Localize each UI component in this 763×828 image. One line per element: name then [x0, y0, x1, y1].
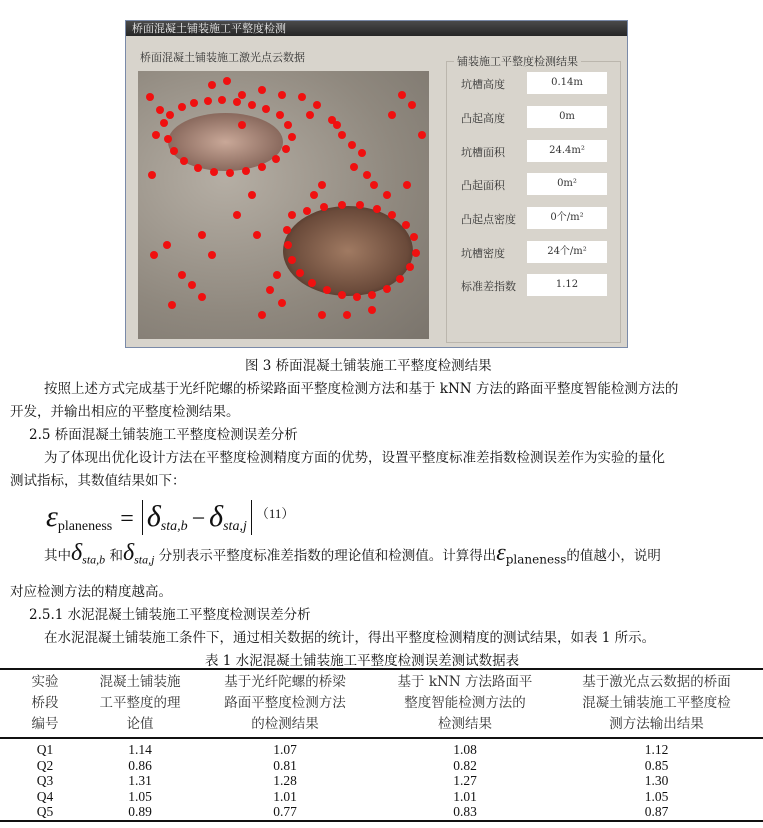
header-line: 检测结果 — [438, 716, 492, 732]
text: 分别表示平整度标准差指数的理论值和检测值。计算得出 — [158, 548, 497, 564]
results-group-title: 铺装施工平整度检测结果 — [454, 53, 581, 69]
result-field — [461, 207, 611, 229]
point-cloud-marker — [198, 231, 206, 239]
header-line: 论值 — [126, 716, 154, 732]
point-cloud-marker — [298, 93, 306, 101]
point-cloud-marker — [273, 271, 281, 279]
point-cloud-marker — [348, 141, 356, 149]
point-cloud-group-title: 桥面混凝土铺装施工激光点云数据 — [140, 51, 305, 64]
table-cell: 0.83 — [453, 804, 477, 819]
point-cloud-marker — [350, 163, 358, 171]
point-cloud-marker — [296, 269, 304, 277]
table-cell: 1.01 — [453, 788, 477, 804]
point-cloud-marker — [156, 106, 164, 114]
point-cloud-marker — [242, 167, 250, 175]
point-cloud-marker — [150, 251, 158, 259]
header-line: 整度智能检测方法的 — [404, 695, 526, 711]
table-cell: 1.07 — [273, 742, 297, 757]
point-cloud-marker — [338, 291, 346, 299]
point-cloud-marker — [338, 201, 346, 209]
point-cloud-marker — [223, 77, 231, 85]
point-cloud-marker — [208, 81, 216, 89]
point-cloud-marker — [170, 147, 178, 155]
column-header — [380, 669, 550, 738]
header-line: 实验 — [31, 674, 59, 690]
point-cloud-marker — [166, 111, 174, 119]
table-row — [0, 758, 763, 774]
table-cell: 1.05 — [644, 788, 669, 804]
header-line: 测方法输出结果 — [609, 716, 704, 732]
field-label: 坑槽密度 — [461, 247, 505, 260]
table-cell: 1.05 — [128, 788, 152, 804]
point-cloud-marker — [248, 191, 256, 199]
point-cloud-marker — [308, 279, 316, 287]
table-cell: 0.81 — [273, 757, 297, 773]
point-cloud-marker — [238, 121, 246, 129]
table-cell: 0.87 — [644, 804, 669, 819]
point-cloud-marker — [288, 256, 296, 264]
text: 的值越小，说明 — [566, 548, 661, 564]
text: 其中 — [44, 548, 71, 564]
table-header-row — [0, 669, 763, 738]
delta-b: δ — [71, 540, 83, 566]
column-header — [190, 669, 380, 738]
point-cloud-marker — [272, 155, 280, 163]
point-cloud-marker — [333, 121, 341, 129]
table-cell: Q2 — [36, 757, 54, 773]
point-cloud-marker — [320, 203, 328, 211]
point-cloud-marker — [303, 207, 311, 215]
field-value[interactable]: 0.14m — [527, 72, 607, 94]
point-cloud-marker — [178, 271, 186, 279]
header-line: 桥段 — [31, 695, 59, 711]
table-row — [0, 789, 763, 805]
section-heading-2-5-1: 2.5.1 水泥混凝土铺装施工平整度检测误差分析 — [29, 607, 311, 623]
table-cell: 0.85 — [644, 757, 669, 773]
table-cell: 1.31 — [128, 773, 152, 788]
point-cloud-marker — [353, 293, 361, 301]
point-cloud-marker — [313, 101, 321, 109]
point-cloud-marker — [284, 241, 292, 249]
table-row — [0, 804, 763, 821]
point-cloud-marker — [253, 231, 261, 239]
table-cell: Q3 — [36, 773, 54, 788]
delta-j-subscript: sta,j — [134, 552, 155, 567]
header-line: 路面平整度检测方法 — [224, 695, 346, 711]
point-cloud-marker — [152, 131, 160, 139]
point-cloud-marker — [238, 91, 246, 99]
point-cloud-marker — [210, 168, 218, 176]
point-cloud-marker — [278, 299, 286, 307]
paragraph-1-line-2: 开发，并输出相应的平整度检测结果。 — [10, 404, 240, 420]
point-cloud-marker — [204, 97, 212, 105]
field-value[interactable]: 24.4m² — [527, 140, 607, 162]
point-cloud-marker — [208, 251, 216, 259]
header-line: 混凝土铺装施工平整度检 — [582, 695, 731, 711]
paragraph-3-line-2: 对应检测方法的精度越高。 — [10, 584, 172, 600]
field-label: 凸起面积 — [461, 179, 505, 192]
point-cloud-marker — [276, 111, 284, 119]
equation-number: （11） — [255, 506, 295, 521]
column-header — [90, 669, 190, 738]
planeness-subscript: planeness — [505, 552, 567, 567]
table-cell: 1.08 — [453, 742, 477, 757]
pothole-2 — [283, 206, 413, 296]
text: 和 — [109, 548, 123, 564]
point-cloud-marker — [306, 111, 314, 119]
point-cloud-marker — [410, 233, 418, 241]
point-cloud-marker — [282, 145, 290, 153]
epsilon-symbol: ε — [46, 500, 58, 533]
table-cell: 0.82 — [453, 757, 477, 773]
point-cloud-marker — [383, 285, 391, 293]
table-cell: Q1 — [36, 742, 54, 757]
point-cloud-marker — [368, 306, 376, 314]
point-cloud-marker — [398, 91, 406, 99]
point-cloud-marker — [188, 281, 196, 289]
point-cloud-marker — [310, 191, 318, 199]
delta-j-subscript: sta,j — [223, 519, 247, 535]
paragraph-4: 在水泥混凝土铺装施工条件下，通过相关数据的统计，得出平整度检测精度的测试结果，如表 1 所示。 — [44, 630, 656, 646]
paragraph-3-line-1 — [44, 540, 661, 568]
point-cloud-marker — [194, 164, 202, 172]
point-cloud-marker — [262, 105, 270, 113]
point-cloud-marker — [402, 221, 410, 229]
point-cloud-marker — [233, 211, 241, 219]
point-cloud-marker — [258, 163, 266, 171]
point-cloud-marker — [338, 131, 346, 139]
field-value[interactable]: 24个/m² — [527, 241, 607, 263]
result-field — [461, 72, 611, 94]
results-table — [0, 668, 763, 822]
header-line: 编号 — [31, 716, 59, 732]
point-cloud-marker — [318, 181, 326, 189]
results-group — [446, 61, 621, 343]
field-label: 凸起高度 — [461, 112, 505, 125]
point-cloud-marker — [412, 249, 420, 257]
point-cloud-marker — [163, 241, 171, 249]
table-cell: 1.14 — [128, 742, 152, 757]
field-value[interactable]: 0m² — [527, 173, 607, 195]
point-cloud-marker — [368, 291, 376, 299]
window-title: 桥面混凝土铺装施工平整度检测 — [126, 21, 627, 36]
table-row — [0, 773, 763, 789]
result-field — [461, 106, 611, 128]
point-cloud-marker — [288, 211, 296, 219]
field-value[interactable]: 0m — [527, 106, 607, 128]
point-cloud-marker — [226, 169, 234, 177]
point-cloud-marker — [358, 149, 366, 157]
field-value[interactable]: 1.12 — [527, 274, 607, 296]
paragraph-1-line-1: 按照上述方式完成基于光纤陀螺的桥梁路面平整度检测方法和基于 kNN 方法的路面平整度智能检测方法的 — [44, 381, 679, 397]
table-row — [0, 738, 763, 758]
point-cloud-marker — [283, 226, 291, 234]
result-field — [461, 173, 611, 195]
field-label: 凸起点密度 — [461, 213, 516, 226]
delta-b: δ — [146, 500, 161, 533]
field-label: 坑槽高度 — [461, 78, 505, 91]
delta-j: δ — [122, 540, 135, 566]
field-label: 坑槽面积 — [461, 146, 505, 159]
point-cloud-marker — [370, 181, 378, 189]
field-label: 标准差指数 — [461, 280, 516, 293]
point-cloud-marker — [284, 121, 292, 129]
header-line: 混凝土铺装施 — [99, 674, 181, 690]
table-cell: 1.28 — [273, 773, 297, 788]
point-cloud-marker — [318, 311, 326, 319]
table-cell: 0.77 — [273, 804, 297, 819]
point-cloud-marker — [343, 311, 351, 319]
point-cloud-marker — [266, 286, 274, 294]
table-cell: Q5 — [36, 804, 54, 819]
point-cloud-marker — [146, 93, 154, 101]
paragraph-2-line-2: 测试指标，其数值结果如下： — [10, 473, 186, 489]
header-line: 工平整度的理 — [99, 695, 181, 711]
point-cloud-marker — [164, 135, 172, 143]
delta-b-subscript: sta,b — [160, 519, 188, 535]
header-line: 基于光纤陀螺的桥梁 — [224, 674, 346, 690]
point-cloud-marker — [168, 301, 176, 309]
table-cell: 0.86 — [128, 757, 152, 773]
result-field — [461, 241, 611, 263]
header-line: 的检测结果 — [251, 716, 319, 732]
point-cloud-image — [138, 71, 429, 339]
planeness-subscript: planeness — [57, 519, 113, 535]
table-caption: 表 1 水泥混凝土铺装施工平整度检测误差测试数据表 — [205, 653, 520, 669]
table-cell: Q4 — [36, 788, 54, 804]
table-cell: 1.27 — [453, 773, 477, 788]
epsilon-symbol: ε — [496, 540, 506, 566]
point-cloud-marker — [323, 286, 331, 294]
field-value[interactable]: 0个/m² — [527, 207, 607, 229]
point-cloud-marker — [160, 119, 168, 127]
column-header — [0, 669, 90, 738]
point-cloud-marker — [363, 171, 371, 179]
point-cloud-marker — [258, 311, 266, 319]
point-cloud-marker — [388, 111, 396, 119]
result-field — [461, 274, 611, 296]
section-heading-2-5: 2.5 桥面混凝土铺装施工平整度检测误差分析 — [29, 427, 298, 443]
header-line: 基于 kNN 方法路面平 — [397, 674, 533, 690]
column-header — [550, 669, 763, 738]
point-cloud-marker — [418, 131, 426, 139]
point-cloud-marker — [248, 101, 256, 109]
point-cloud-marker — [198, 293, 206, 301]
table-cell: 1.01 — [273, 788, 297, 804]
point-cloud-marker — [403, 181, 411, 189]
point-cloud-marker — [288, 133, 296, 141]
point-cloud-marker — [258, 86, 266, 94]
result-field — [461, 140, 611, 162]
point-cloud-marker — [388, 211, 396, 219]
delta-j: δ — [209, 500, 224, 533]
paragraph-2-line-1: 为了体现出优化设计方法在平整度检测精度方面的优势，设置平整度标准差指数检测误差作为实验的量化 — [44, 450, 665, 466]
table-cell: 1.12 — [644, 742, 669, 757]
point-cloud-marker — [383, 191, 391, 199]
formula-11: $\varepsilon_{planeness} = \delta_{sta,b} - \delta_{sta,j}$ $^{(11)}$ — [46, 500, 295, 535]
point-cloud-marker — [396, 275, 404, 283]
point-cloud-marker — [180, 157, 188, 165]
point-cloud-marker — [148, 171, 156, 179]
figure-caption: 图 3 桥面混凝土铺装施工平整度检测结果 — [245, 358, 492, 374]
point-cloud-marker — [233, 98, 241, 106]
point-cloud-marker — [218, 96, 226, 104]
table-cell: 0.89 — [128, 804, 152, 819]
point-cloud-marker — [406, 263, 414, 271]
detection-window — [125, 20, 628, 348]
point-cloud-marker — [278, 91, 286, 99]
table-cell: 1.30 — [644, 773, 669, 788]
header-line: 基于激光点云数据的桥面 — [582, 674, 731, 690]
point-cloud-marker — [190, 99, 198, 107]
point-cloud-marker — [178, 103, 186, 111]
point-cloud-marker — [373, 205, 381, 213]
delta-b-subscript: sta,b — [82, 552, 106, 567]
point-cloud-marker — [408, 101, 416, 109]
point-cloud-marker — [356, 201, 364, 209]
